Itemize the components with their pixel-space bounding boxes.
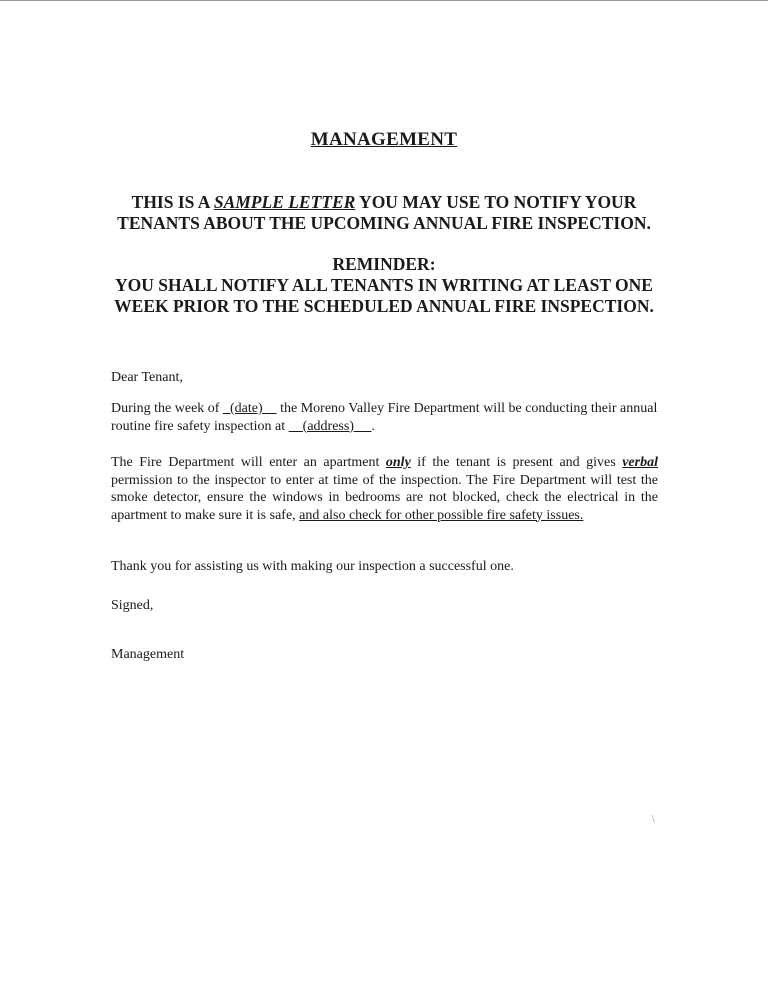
date-blank: (date) bbox=[222, 401, 277, 416]
schedule-text-3: . bbox=[371, 418, 375, 434]
verbal-emphasis: verbal bbox=[622, 455, 658, 470]
entry-text-1: The Fire Department will enter an apartment bbox=[111, 455, 386, 470]
letter-greeting: Dear Tenant, bbox=[111, 370, 183, 385]
scan-top-edge bbox=[0, 0, 768, 1]
intro-text-before: THIS IS A bbox=[131, 192, 214, 212]
other-issues-underlined: and also check for other possible fire safety issues. bbox=[299, 507, 584, 523]
address-blank: (address) bbox=[288, 418, 372, 434]
schedule-text-1: During the week of bbox=[111, 401, 223, 416]
letter-thanks: Thank you for assisting us with making our inspection a successful one. bbox=[111, 559, 514, 574]
scan-mark: ∖ bbox=[650, 814, 656, 824]
page-title: MANAGEMENT bbox=[310, 129, 458, 150]
reminder-notice bbox=[100, 254, 668, 317]
letter-signoff: Signed, bbox=[111, 598, 154, 613]
letter-paragraph-entry bbox=[111, 454, 658, 524]
letter-paragraph-schedule bbox=[111, 400, 658, 435]
only-emphasis: only bbox=[385, 455, 411, 470]
sample-letter-emphasis: SAMPLE LETTER bbox=[213, 192, 356, 212]
reminder-text: YOU SHALL NOTIFY ALL TENANTS IN WRITING AT LEAST ONE WEEK PRIOR TO THE SCHEDULED ANNUAL FIRE INSPECTION. bbox=[114, 275, 654, 316]
reminder-label: REMINDER: bbox=[332, 254, 436, 274]
letter-signature: Management bbox=[111, 647, 185, 662]
entry-text-3: permission to the inspector to enter at time of the inspection. The Fire Department will test the smoke detector, ensure the windows in bedrooms are not blocked, check the electrical in the apartment to make sure it is safe, bbox=[111, 472, 658, 523]
schedule-text-2: the Moreno Valley Fire Department will be conducting their annual routine fire safety inspection at bbox=[111, 401, 658, 434]
intro-notice bbox=[100, 192, 668, 234]
entry-text-2: if the tenant is present and gives bbox=[410, 455, 623, 470]
intro-text-after: YOU MAY USE TO NOTIFY YOUR TENANTS ABOUT THE UPCOMING ANNUAL FIRE INSPECTION. bbox=[117, 192, 651, 233]
